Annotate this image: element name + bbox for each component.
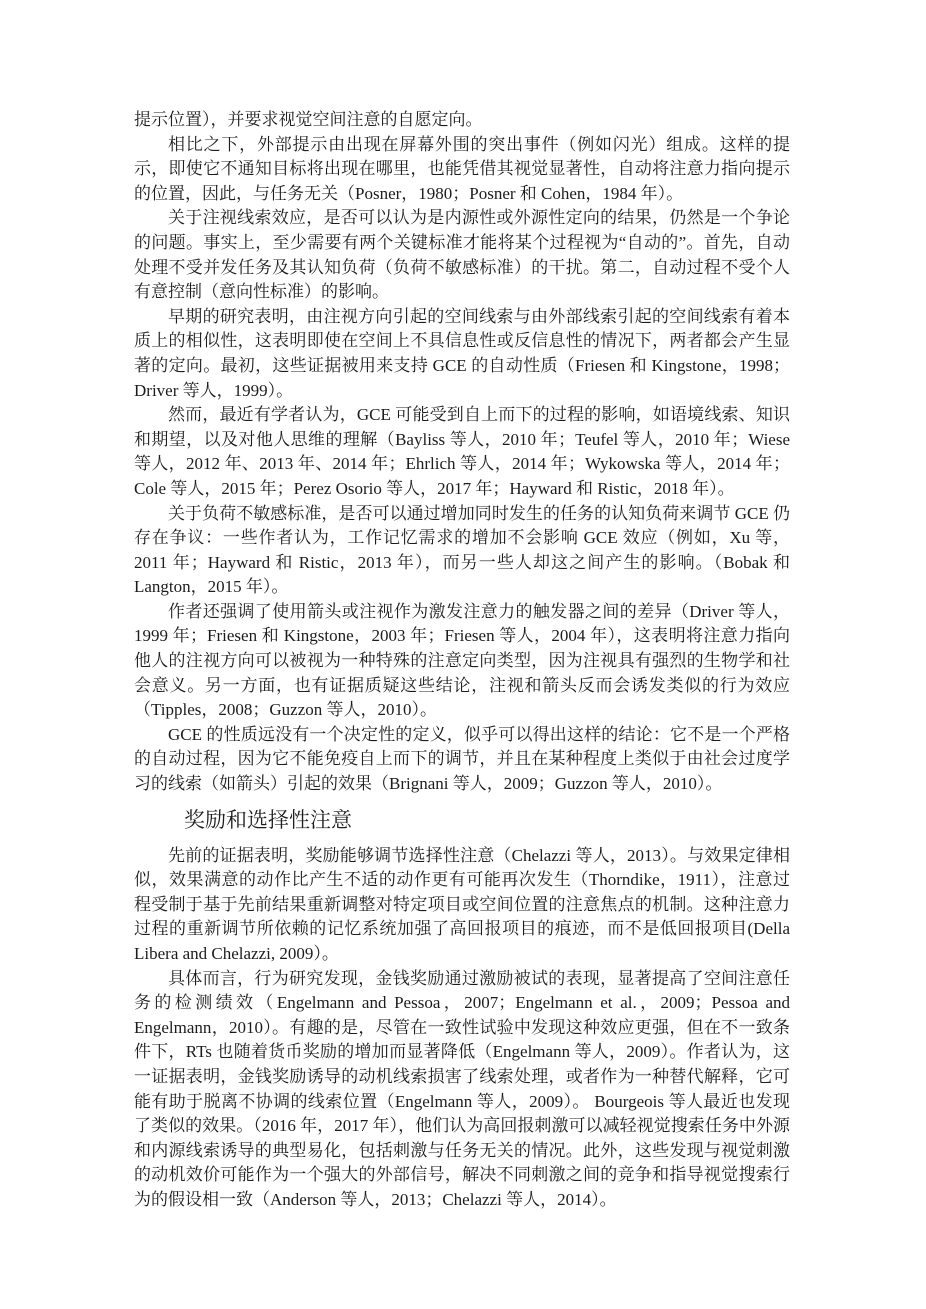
paragraph: 然而，最近有学者认为，GCE 可能受到自上而下的过程的影响，如语境线索、知识和期望，以及对他人思维的理解（Bayliss 等人，2010 年；Teufel 等人，2010 年；Wiese 等人，2012 年、2013 年、2014 年；Ehrlich 等人，2014 年；Wykowska 等人，2014 年；Cole 等人，2015 年；Perez Osorio 等人，2017 年；Hayward 和 Ristic，2018 年）。 (134, 405, 790, 498)
paragraph: GCE 的性质远没有一个决定性的定义，似乎可以得出这样的结论：它不是一个严格的自动过程，因为它不能免疫自上而下的调节，并且在某种程度上类似于由社会过度学习的线索（如箭头）引起的效果（Brignani 等人，2009；Guzzon 等人，2010）。 (134, 724, 790, 794)
paragraph: 提示位置），并要求视觉空间注意的自愿定向。 (134, 110, 483, 129)
section-heading: 奖励和选择性注意 (184, 807, 352, 832)
paragraph: 相比之下，外部提示由出现在屏幕外围的突出事件（例如闪光）组成。这样的提示，即使它不通知目标将出现在哪里，也能凭借其视觉显著性，自动将注意力指向提示的位置，因此，与任务无关（Posner，1980；Posner 和 Cohen，1984 年）。 (134, 134, 790, 203)
paragraph: 具体而言，行为研究发现，金钱奖励通过激励被试的表现，显著提高了空间注意任务的检测绩效（Engelmann and Pessoa，2007；Engelmann et al.，2009；Pessoa and Engelmann，2010）。有趣的是，尽管在一致性试验中发现这种效应更强，但在不一致条件下，RTs 也随着货币奖励的增加而显著降低（Engelmann 等人，2009）。作者认为，这一证据表明，金钱奖励诱导的动机线索损害了线索处理，或者作为一种替代解释，它可能有助于脱离不协调的线索位置（Engelmann 等人，2009）。 Bourgeois 等人最近也发现了类似的效果。（2016 年，2017 年），他们认为高回报刺激可以减轻视觉搜索任务中外源和内源线索诱导的典型易化，包括刺激与任务无关的情况。此外，这些发现与视觉刺激的动机效价可能作为一个强大的外部信号，解决不同刺激之间的竞争和指导视觉搜索行为的假设相一致（Anderson 等人，2013；Chelazzi 等人，2014）。 (134, 968, 790, 1209)
paragraph: 先前的证据表明，奖励能够调节选择性注意（Chelazzi 等人，2013）。与效果定律相似，效果满意的动作比产生不适的动作更有可能再次发生（Thorndike，1911），注意过程受制于基于先前结果重新调整对特定项目或空间位置的注意焦点的机制。这种注意力过程的重新调节所依赖的记忆系统加强了高回报项目的痕迹，而不是低回报项目(Della Libera and Chelazzi, 2009）。 (134, 845, 790, 963)
paragraph: 早期的研究表明，由注视方向引起的空间线索与由外部线索引起的空间线索有着本质上的相似性，这表明即使在空间上不具信息性或反信息性的情况下，两者都会产生显著的定向。最初，这些证据被用来支持 GCE 的自动性质（Friesen 和 Kingstone，1998；Driver 等人，1999）。 (134, 306, 790, 400)
paragraph: 关于负荷不敏感标准，是否可以通过增加同时发生的任务的认知负荷来调节 GCE 仍存在争议：一些作者认为，工作记忆需求的增加不会影响 GCE 效应（例如，Xu 等，2011 年；Hayward 和 Ristic，2013 年），而另一些人却这之间产生的影响。（Bobak 和 Langton，2015 年）。 (134, 503, 790, 597)
paragraph: 作者还强调了使用箭头或注视作为激发注意力的触发器之间的差异（Driver 等人，1999 年；Friesen 和 Kingstone，2003 年；Friesen 等人，2004 年），这表明将注意力指向他人的注视方向可以被视为一种特殊的注意定向类型，因为注视具有强烈的生物学和社会意义。另一方面，也有证据质疑这些结论，注视和箭头反而会诱发类似的行为效应（Tipples，2008；Guzzon 等人，2010）。 (134, 601, 790, 720)
paragraph: 关于注视线索效应，是否可以认为是内源性或外源性定向的结果，仍然是一个争论的问题。事实上，至少需要有两个关键标准才能将某个过程视为“自动的”。首先，自动处理不受并发任务及其认知负荷（负荷不敏感标准）的干扰。第二，自动过程不受个人有意控制（意向性标准）的影响。 (134, 208, 790, 302)
